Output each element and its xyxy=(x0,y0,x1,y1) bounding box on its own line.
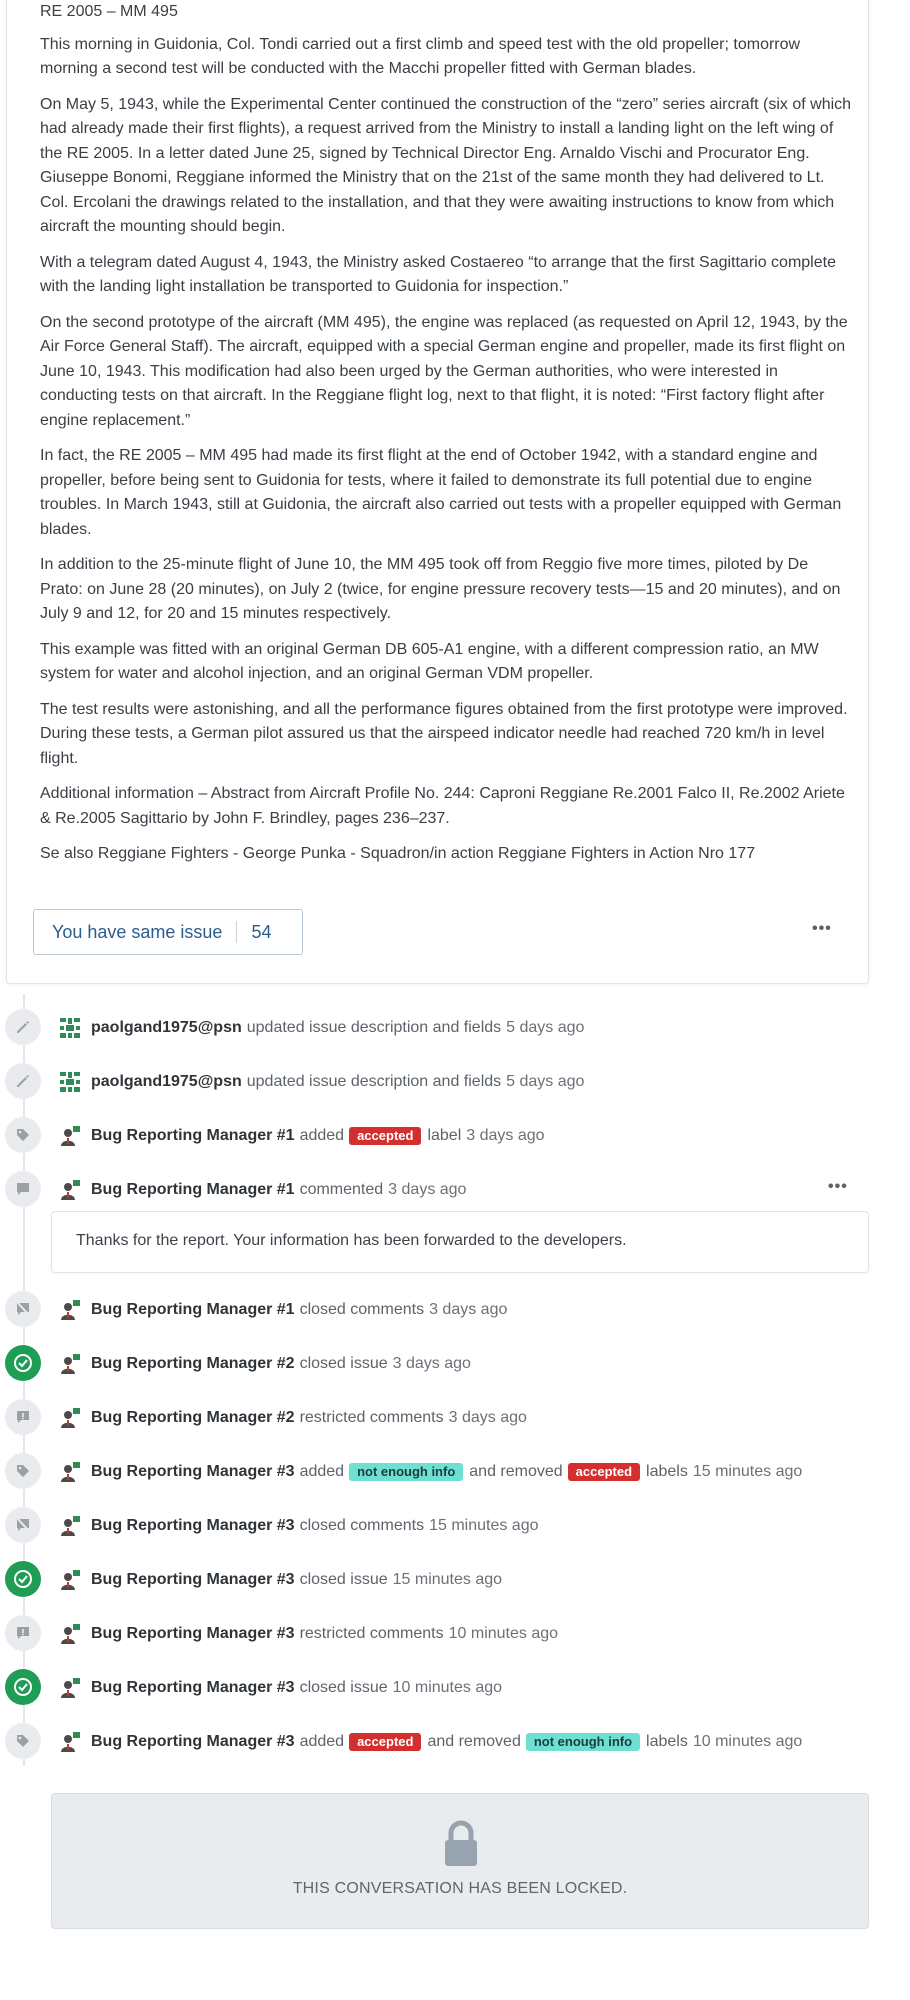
event-user[interactable]: Bug Reporting Manager #2 xyxy=(91,1409,295,1426)
label-not-enough-info[interactable]: not enough info xyxy=(526,1733,640,1751)
event-user[interactable]: Bug Reporting Manager #1 xyxy=(91,1301,295,1318)
event-action: added xyxy=(299,1127,345,1144)
description-paragraph: The test results were astonishing, and all the performance figures obtained from the first prototype were improved. During these tests, a German pilot assured us that the airspeed indicator needle had reached 720 km/h in level flight. xyxy=(40,700,848,767)
check-circle-icon xyxy=(5,1669,41,1705)
timeline-event xyxy=(0,1723,900,1759)
event-time: 3 days ago xyxy=(429,1301,508,1318)
event-action: updated issue description and fields xyxy=(246,1019,502,1036)
avatar[interactable] xyxy=(59,1461,81,1483)
event-action: closed issue xyxy=(299,1571,388,1588)
event-user[interactable]: paolgand1975@psn xyxy=(91,1019,242,1036)
event-time: 3 days ago xyxy=(392,1355,471,1372)
tag-icon xyxy=(5,1723,41,1759)
event-action: restricted comments xyxy=(299,1625,444,1642)
event-user[interactable]: Bug Reporting Manager #3 xyxy=(91,1517,295,1534)
pencil-icon xyxy=(5,1063,41,1099)
same-issue-label: You have same issue xyxy=(52,921,223,942)
label-not-enough-info[interactable]: not enough info xyxy=(349,1463,463,1481)
event-time: 15 minutes ago xyxy=(392,1571,503,1588)
timeline-event xyxy=(0,1615,900,1651)
description-paragraph: This morning in Guidonia, Col. Tondi carried out a first climb and speed test with the old propeller; tomorrow morning a second test will be conducted with the Macchi propeller fitted with German blades. xyxy=(40,35,801,77)
event-action: added xyxy=(299,1733,345,1750)
comment-body: Thanks for the report. Your information has been forwarded to the developers. xyxy=(51,1211,869,1273)
description-paragraph: On May 5, 1943, while the Experimental Center continued the construction of the “zero” series aircraft (six of which had already made their first flights), a request arrived from the Ministry to install a landing light on the left wing of the RE 2005. In a letter dated June 25, signed by Technical Director Eng. Arnaldo Vischi and Procurator Eng. Giuseppe Bonomi, Reggiane informed the Ministry that on the 21st of the same month they had delivered to Lt. Col. Ercolani the drawings related to the installation, and that they were awaiting instructions to know from which aircraft the mounting should begin. xyxy=(40,95,852,235)
avatar[interactable] xyxy=(59,1125,81,1147)
event-user[interactable]: Bug Reporting Manager #2 xyxy=(91,1355,295,1372)
event-middle: and removed xyxy=(469,1463,563,1480)
locked-message: THIS CONVERSATION HAS BEEN LOCKED. xyxy=(292,1880,628,1897)
event-time: 10 minutes ago xyxy=(448,1625,559,1642)
timeline-event xyxy=(0,1009,900,1045)
label-accepted[interactable]: accepted xyxy=(349,1127,421,1145)
event-action: restricted comments xyxy=(299,1409,444,1426)
timeline-event xyxy=(0,1063,900,1099)
event-user[interactable]: Bug Reporting Manager #3 xyxy=(91,1733,295,1750)
event-user[interactable]: Bug Reporting Manager #3 xyxy=(91,1571,295,1588)
comments-closed-icon xyxy=(5,1507,41,1543)
timeline-event xyxy=(0,1171,900,1207)
issue-description-card xyxy=(6,0,869,984)
avatar[interactable] xyxy=(59,1179,81,1201)
event-user[interactable]: Bug Reporting Manager #3 xyxy=(91,1625,295,1642)
event-action: closed issue xyxy=(299,1679,388,1696)
event-action: added xyxy=(299,1463,345,1480)
tag-icon xyxy=(5,1453,41,1489)
avatar[interactable] xyxy=(59,1515,81,1537)
event-action: closed comments xyxy=(299,1517,425,1534)
avatar[interactable] xyxy=(59,1353,81,1375)
label-accepted[interactable]: accepted xyxy=(568,1463,640,1481)
event-action: updated issue description and fields xyxy=(246,1073,502,1090)
avatar[interactable] xyxy=(59,1569,81,1591)
description-heading: RE 2005 – MM 495 xyxy=(40,3,178,20)
event-middle: and removed xyxy=(427,1733,521,1750)
comment-restricted-icon xyxy=(5,1399,41,1435)
comment-icon xyxy=(5,1171,41,1207)
event-time: 15 minutes ago xyxy=(429,1517,539,1534)
event-time: 10 minutes ago xyxy=(692,1733,803,1750)
pencil-icon xyxy=(5,1009,41,1045)
event-time: 10 minutes ago xyxy=(392,1679,503,1696)
event-time: 5 days ago xyxy=(506,1073,585,1090)
avatar[interactable] xyxy=(59,1407,81,1429)
issue-description xyxy=(40,0,852,878)
avatar[interactable] xyxy=(59,1071,81,1093)
lock-icon xyxy=(441,1820,481,1873)
timeline-event xyxy=(0,1117,900,1153)
avatar[interactable] xyxy=(59,1677,81,1699)
same-issue-button[interactable] xyxy=(33,909,303,955)
timeline-event xyxy=(0,1399,900,1435)
event-user[interactable]: Bug Reporting Manager #1 xyxy=(91,1127,295,1144)
event-time: 3 days ago xyxy=(466,1127,545,1144)
description-paragraph: This example was fitted with an original German DB 605-A1 engine, with a different compression ratio, an MW system for water and alcohol injection, and an original German VDM propeller. xyxy=(40,640,819,682)
event-suffix: labels xyxy=(646,1733,688,1750)
more-options-icon[interactable]: ••• xyxy=(812,920,832,937)
event-time: 3 days ago xyxy=(448,1409,527,1426)
event-user[interactable]: paolgand1975@psn xyxy=(91,1073,242,1090)
check-circle-icon xyxy=(5,1345,41,1381)
timeline-event xyxy=(0,1291,900,1327)
timeline-event xyxy=(0,1669,900,1705)
event-time: 15 minutes ago xyxy=(692,1463,803,1480)
same-issue-count: 54 xyxy=(251,921,272,942)
event-suffix: labels xyxy=(646,1463,688,1480)
timeline-event xyxy=(0,1561,900,1597)
event-action: closed comments xyxy=(299,1301,425,1318)
timeline-event xyxy=(0,1453,900,1489)
event-user[interactable]: Bug Reporting Manager #1 xyxy=(91,1181,295,1198)
comment-more-icon[interactable]: ••• xyxy=(828,1178,848,1195)
event-action: closed issue xyxy=(299,1355,388,1372)
label-accepted[interactable]: accepted xyxy=(349,1733,421,1751)
timeline-event xyxy=(0,1345,900,1381)
check-circle-icon xyxy=(5,1561,41,1597)
avatar[interactable] xyxy=(59,1299,81,1321)
timeline-event xyxy=(0,1507,900,1543)
description-paragraph: Additional information – Abstract from Aircraft Profile No. 244: Caproni Reggiane Re.2001 Falco II, Re.2002 Ariete & Re.2005 Sagittario by John F. Brindley, pages 236–237. xyxy=(40,785,845,827)
avatar[interactable] xyxy=(59,1017,81,1039)
description-paragraph: In fact, the RE 2005 – MM 495 had made its first flight at the end of October 1942, with a standard engine and propeller, before being sent to Guidonia for tests, where it failed to demonstrate its full potential due to engine troubles. In March 1943, still at Guidonia, the aircraft also carried out tests with a propeller equipped with German blades. xyxy=(40,447,842,538)
description-paragraph: In addition to the 25-minute flight of June 10, the MM 495 took off from Reggio five more times, piloted by De Prato: on June 28 (20 minutes), on July 2 (twice, for engine pressure recovery tests—15 and 20 minutes), and on July 9 and 12, for 20 and 15 minutes respectively. xyxy=(40,556,841,622)
event-user[interactable]: Bug Reporting Manager #3 xyxy=(91,1679,295,1696)
event-user[interactable]: Bug Reporting Manager #3 xyxy=(91,1463,295,1480)
event-action: commented xyxy=(299,1181,384,1198)
avatar[interactable] xyxy=(59,1623,81,1645)
description-paragraph: Se also Reggiane Fighters - George Punka - Squadron/in action Reggiane Fighters in Action Nro 177 xyxy=(40,845,756,862)
event-time: 3 days ago xyxy=(388,1181,467,1198)
event-time: 5 days ago xyxy=(506,1019,585,1036)
description-paragraph: On the second prototype of the aircraft (MM 495), the engine was replaced (as requested on April 12, 1943, by the Air Force General Staff). The aircraft, equipped with a special German engine and propeller, made its first flight on June 10, 1943. This modification had also been urged by the German authorities, who were interested in conducting tests on that aircraft. In the Reggiane flight log, next to that flight, it is noted: “First factory flight after engine replacement.” xyxy=(40,313,848,429)
avatar[interactable] xyxy=(59,1731,81,1753)
description-paragraph: With a telegram dated August 4, 1943, the Ministry asked Costaereo “to arrange that the first Sagittario complete with the landing light installation be transported to Guidonia for inspection.” xyxy=(40,253,836,295)
comments-closed-icon xyxy=(5,1291,41,1327)
event-suffix: label xyxy=(427,1127,462,1144)
comment-restricted-icon xyxy=(5,1615,41,1651)
locked-notice xyxy=(51,1793,869,1929)
same-issue-divider xyxy=(236,921,237,943)
tag-icon xyxy=(5,1117,41,1153)
